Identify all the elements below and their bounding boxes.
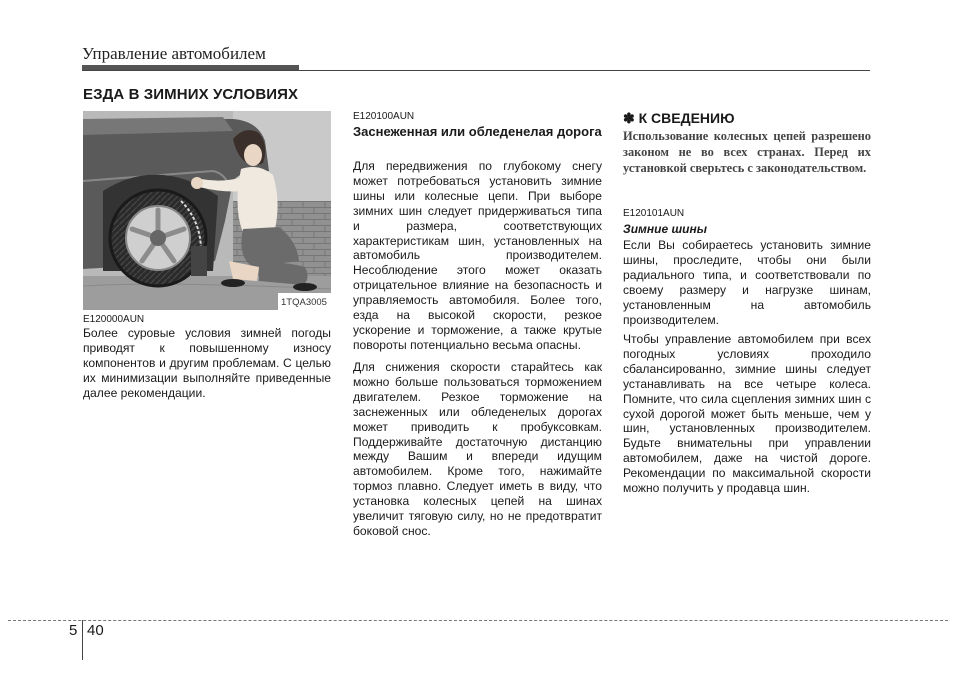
footer-dashed-rule: [8, 620, 948, 621]
intro-paragraph: Более суровые условия зимней погоды приводят к повышенному износу компонентов и другим проблемам. С целью их минимизации выполняйте приведенные далее рекомендации.: [83, 326, 331, 400]
snowy-road-paragraph-2: Для снижения скорости старайтесь как можно больше пользоваться торможением двигателем. Резкое торможение на заснеженных или обледенелых дорогах может приводить к пробуксовкам. Поддерживайте достаточную дистанцию между Вашим и впереди идущим автомобилем. Кроме того, нажимайте тормоз плавно. Следует иметь в виду, что установка колесных цепей на шинах увеличит тяговую силу, но не предотвратит боковой снос.: [353, 360, 602, 538]
snowy-road-paragraph-1: Для передвижения по глубокому снегу может потребоваться установить зимние шины или колесные цепи. При выборе зимних шин следует придерживаться типа и размера, соответствующих характеристикам шин, установленных на автомобиль производителем. Несоблюдение этого может оказать отрицательное влияние на безопасность и управляемость автомобиля. Более того, езда на высокой скорости, резкое ускорение и торможение, а также крутые повороты потенциально весьма опасны.: [353, 159, 602, 352]
footer-divider: [82, 620, 83, 660]
subheading-winter-tyres: Зимние шины: [623, 222, 707, 236]
note-title: К СВЕДЕНИЮ: [638, 110, 735, 126]
code-e120000aun: E120000AUN: [83, 314, 145, 325]
note-heading: [623, 110, 871, 127]
figure-label: 1TQA3005: [281, 297, 327, 308]
section-title: ЕЗДА В ЗИМНИХ УСЛОВИЯХ: [83, 86, 299, 103]
header-thin-rule: [82, 70, 870, 71]
chapter-title: Управление автомобилем: [82, 44, 266, 63]
page-number: 40: [87, 622, 104, 639]
code-e120101aun: E120101AUN: [623, 208, 685, 219]
note-text: Использование колесных цепей разрешено законом не во всех странах. Перед их установкой сверьтесь с законодательством.: [623, 129, 871, 175]
asterisk-icon: ✽: [623, 110, 635, 126]
winter-driving-illustration: [83, 111, 331, 310]
code-e120100aun: E120100AUN: [353, 111, 415, 122]
winter-tyres-paragraph-2: Чтобы управление автомобилем при всех погодных условиях проходило сбалансированно, зимние шины следует устанавливать на все четыре колеса. Помните, что сила сцепления зимних шин с сухой дорогой может быть меньше, чем у шин, установленных производителем. Будьте внимательны при управлении автомобилем, даже на чистой дороге. Рекомендации по максимальной скорости можно получить у продавца шин.: [623, 332, 871, 496]
subheading-snowy-road: Заснеженная или обледенелая дорога: [353, 124, 602, 139]
winter-tyres-paragraph-1: Если Вы собираетесь установить зимние шины, проследите, чтобы они были радиального типа, и соответствовали по своему размеру и нагрузке шинам, установленным на автомобиль производителем.: [623, 238, 871, 327]
page-section-number: 5: [69, 622, 78, 639]
